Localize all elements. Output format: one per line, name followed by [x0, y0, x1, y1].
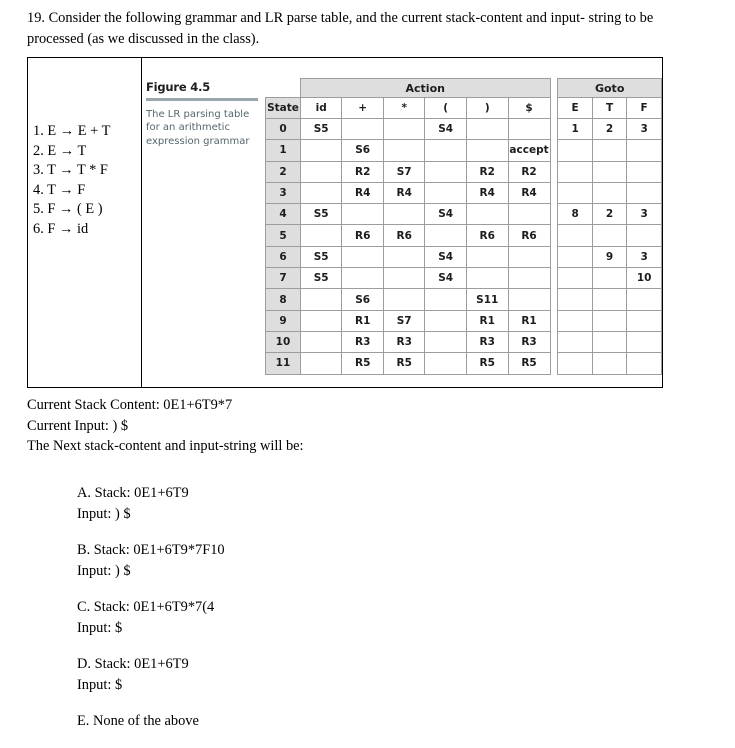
cell-action: R5 — [342, 353, 384, 374]
figure-caption-pane — [146, 80, 264, 148]
cell-state: 5 — [266, 225, 301, 246]
cell-action — [300, 310, 341, 331]
column-header-goto-e: E — [558, 98, 592, 119]
cell-goto: 3 — [627, 204, 662, 225]
option-stack-line: E. None of the above — [77, 713, 199, 729]
section-gap — [550, 161, 558, 182]
question-stem — [27, 8, 713, 50]
section-gap — [550, 204, 558, 225]
cell-action: S11 — [466, 289, 508, 310]
cell-action — [300, 225, 341, 246]
table-row — [266, 246, 662, 267]
cell-goto: 2 — [592, 204, 626, 225]
lr-parse-table-body — [266, 119, 662, 375]
column-header-id: id — [300, 98, 341, 119]
cell-action: R6 — [383, 225, 425, 246]
cell-state: 9 — [266, 310, 301, 331]
cell-goto: 10 — [627, 268, 662, 289]
column-header-star: * — [383, 98, 425, 119]
cell-goto: 2 — [592, 119, 626, 140]
cell-action — [425, 182, 466, 203]
cell-action: R6 — [508, 225, 550, 246]
cell-action: R1 — [508, 310, 550, 331]
cell-action — [425, 331, 466, 352]
cell-goto — [558, 310, 592, 331]
cell-action — [300, 161, 341, 182]
question-line-1: 19. Consider the following grammar and LR parse table, and the current stack-content and input- — [27, 10, 585, 26]
cell-action — [508, 289, 550, 310]
column-header-state: State — [266, 98, 301, 119]
cell-action — [466, 246, 508, 267]
cell-action — [425, 225, 466, 246]
cell-state: 7 — [266, 268, 301, 289]
section-gap — [550, 225, 558, 246]
cell-goto: 9 — [592, 246, 626, 267]
option-stack-line: C. Stack: 0E1+6T9*7(4 — [77, 599, 215, 615]
cell-action: S7 — [383, 161, 425, 182]
cell-goto — [592, 268, 626, 289]
cell-action: S5 — [300, 119, 341, 140]
current-state-text — [27, 395, 304, 457]
cell-action — [300, 331, 341, 352]
grammar-rule-1: 1. E → E + T — [33, 123, 111, 139]
table-row — [266, 331, 662, 352]
cell-action: R1 — [466, 310, 508, 331]
table-row — [266, 353, 662, 374]
table-row — [266, 182, 662, 203]
cell-goto — [627, 182, 662, 203]
cell-state: 11 — [266, 353, 301, 374]
figure-title: Figure 4.5 — [146, 80, 211, 94]
cell-action — [425, 161, 466, 182]
table-row — [266, 225, 662, 246]
cell-action: S4 — [425, 246, 466, 267]
grammar-rule-3: 3. T → T * F — [33, 162, 108, 179]
section-gap — [550, 79, 558, 98]
cell-goto: 8 — [558, 204, 592, 225]
cell-action — [466, 140, 508, 161]
cell-goto: 3 — [627, 119, 662, 140]
cell-action — [383, 140, 425, 161]
cell-goto — [627, 353, 662, 374]
column-header-goto-f: F — [627, 98, 662, 119]
table-row — [266, 289, 662, 310]
section-gap — [550, 119, 558, 140]
cell-action: R5 — [466, 353, 508, 374]
answer-option[interactable] — [77, 597, 225, 638]
cell-action — [383, 119, 425, 140]
cell-action: S4 — [425, 268, 466, 289]
column-header-goto-t: T — [592, 98, 626, 119]
section-gap — [550, 268, 558, 289]
cell-goto — [558, 268, 592, 289]
cell-goto: 1 — [558, 119, 592, 140]
cell-action: R3 — [508, 331, 550, 352]
option-stack-line: B. Stack: 0E1+6T9*7F10 — [77, 542, 225, 558]
lr-parse-table-container — [265, 78, 662, 375]
table-column-header-row — [266, 98, 662, 119]
cell-action — [300, 289, 341, 310]
cell-action: R3 — [466, 331, 508, 352]
table-group-header-row — [266, 79, 662, 98]
column-header-plus: + — [342, 98, 384, 119]
cell-action: S4 — [425, 119, 466, 140]
cell-action — [342, 246, 384, 267]
grammar-rule-5: 5. F → ( E ) — [33, 201, 103, 218]
section-gap — [550, 353, 558, 374]
column-header-dollar: $ — [508, 98, 550, 119]
group-header-spacer — [266, 79, 301, 98]
cell-action — [466, 119, 508, 140]
cell-action: R3 — [342, 331, 384, 352]
cell-action: R4 — [466, 182, 508, 203]
cell-state: 8 — [266, 289, 301, 310]
cell-goto — [627, 140, 662, 161]
cell-action — [425, 140, 466, 161]
cell-action: R2 — [342, 161, 384, 182]
option-input-line: Input: $ — [77, 619, 123, 636]
option-input-line: Input: ) $ — [77, 562, 131, 579]
cell-goto — [592, 140, 626, 161]
cell-action: S4 — [425, 204, 466, 225]
cell-action: R3 — [383, 331, 425, 352]
section-gap — [550, 182, 558, 203]
current-input: Current Input: ) $ — [27, 417, 129, 434]
cell-action — [383, 268, 425, 289]
cell-action — [425, 289, 466, 310]
cell-state: 3 — [266, 182, 301, 203]
cell-goto — [592, 353, 626, 374]
answer-option[interactable] — [77, 654, 225, 695]
cell-goto: 3 — [627, 246, 662, 267]
cell-goto — [627, 161, 662, 182]
question-line-2: string to be processed (as we discussed in the class). — [27, 10, 654, 47]
cell-action: S5 — [300, 246, 341, 267]
section-gap — [550, 310, 558, 331]
answer-option[interactable] — [77, 540, 225, 581]
cell-action: R4 — [383, 182, 425, 203]
caption-divider — [146, 98, 258, 101]
option-stack-line: A. Stack: 0E1+6T9 — [77, 485, 189, 501]
cell-goto — [627, 331, 662, 352]
section-gap — [550, 98, 558, 119]
cell-action: S6 — [342, 140, 384, 161]
cell-goto — [558, 246, 592, 267]
cell-action — [383, 204, 425, 225]
cell-action — [342, 119, 384, 140]
figure-caption-text: The LR parsing table for an arithmetic expression grammar — [146, 108, 250, 147]
cell-state: 4 — [266, 204, 301, 225]
group-header-action: Action — [300, 79, 550, 98]
cell-action: accept — [508, 140, 550, 161]
grammar-rule-4: 4. T → F — [33, 181, 86, 198]
cell-action — [300, 140, 341, 161]
cell-goto — [558, 353, 592, 374]
cell-goto — [558, 161, 592, 182]
cell-action — [342, 268, 384, 289]
cell-action: R1 — [342, 310, 384, 331]
grammar-rule-2: 2. E → T — [33, 142, 87, 159]
cell-action: S5 — [300, 204, 341, 225]
cell-goto — [592, 289, 626, 310]
cell-state: 1 — [266, 140, 301, 161]
cell-action — [383, 289, 425, 310]
cell-goto — [558, 331, 592, 352]
cell-state: 0 — [266, 119, 301, 140]
cell-goto — [627, 289, 662, 310]
next-step-prompt: The Next stack-content and input-string will be: — [27, 438, 304, 454]
cell-action — [383, 246, 425, 267]
cell-action: R5 — [383, 353, 425, 374]
cell-goto — [558, 225, 592, 246]
lr-parse-table — [265, 78, 662, 375]
answer-option[interactable] — [77, 483, 225, 524]
cell-action: S5 — [300, 268, 341, 289]
cell-action — [508, 268, 550, 289]
option-input-line: Input: ) $ — [77, 505, 131, 522]
grammar-rule-6: 6. F → id — [33, 220, 89, 237]
cell-state: 6 — [266, 246, 301, 267]
option-input-line: Input: $ — [77, 676, 123, 693]
current-stack-content: Current Stack Content: 0E1+6T9*7 — [27, 397, 233, 413]
cell-action — [508, 246, 550, 267]
cell-action: R2 — [508, 161, 550, 182]
cell-action — [425, 353, 466, 374]
figure-box — [27, 57, 663, 388]
grammar-rule-list — [33, 122, 110, 240]
cell-goto — [558, 289, 592, 310]
cell-action — [300, 353, 341, 374]
cell-state: 10 — [266, 331, 301, 352]
group-header-goto: Goto — [558, 79, 662, 98]
cell-action: S7 — [383, 310, 425, 331]
answer-options — [77, 483, 225, 748]
cell-action — [342, 204, 384, 225]
cell-action: R5 — [508, 353, 550, 374]
cell-action — [300, 182, 341, 203]
section-gap — [550, 331, 558, 352]
cell-goto — [592, 161, 626, 182]
table-row — [266, 161, 662, 182]
table-row — [266, 310, 662, 331]
cell-action: R4 — [508, 182, 550, 203]
cell-goto — [592, 331, 626, 352]
cell-action — [425, 310, 466, 331]
table-row — [266, 140, 662, 161]
cell-action — [466, 268, 508, 289]
cell-action — [508, 119, 550, 140]
section-gap — [550, 289, 558, 310]
table-row — [266, 204, 662, 225]
cell-state: 2 — [266, 161, 301, 182]
option-stack-line: D. Stack: 0E1+6T9 — [77, 656, 189, 672]
answer-option[interactable] — [77, 711, 225, 732]
column-header-lparen: ( — [425, 98, 466, 119]
cell-goto — [592, 310, 626, 331]
grammar-pane — [28, 58, 142, 387]
cell-action: R4 — [342, 182, 384, 203]
cell-action: R6 — [342, 225, 384, 246]
cell-goto — [558, 182, 592, 203]
cell-action: S6 — [342, 289, 384, 310]
cell-action — [508, 204, 550, 225]
cell-goto — [592, 182, 626, 203]
table-row — [266, 268, 662, 289]
table-row — [266, 119, 662, 140]
cell-goto — [627, 310, 662, 331]
cell-action — [466, 204, 508, 225]
cell-goto — [627, 225, 662, 246]
cell-action: R2 — [466, 161, 508, 182]
cell-goto — [592, 225, 626, 246]
cell-goto — [558, 140, 592, 161]
cell-action: R6 — [466, 225, 508, 246]
section-gap — [550, 246, 558, 267]
section-gap — [550, 140, 558, 161]
column-header-rparen: ) — [466, 98, 508, 119]
